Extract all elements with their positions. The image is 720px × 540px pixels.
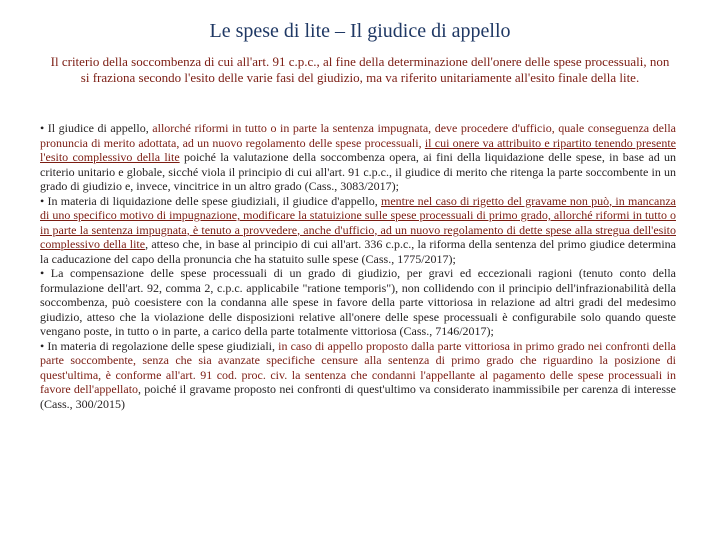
bullet-4-highlight: in caso di appello proposto dalla parte vittoriosa in primo grado nei confronti della parte soccombente, senza che sia avanzate specifiche censure alla sentenza di primo grado che riguardino la posizione di quest'ultima, è conforme all'art. 91 cod. proc. civ. la sentenza che condanni l'appellante al pagamento delle spese processuali in favore dell'appellato — [40, 338, 676, 396]
slide-title: Le spese di lite – Il giudice di appello — [209, 20, 511, 42]
bullet-4-text-c: , poiché il gravame proposto nei confronti di quest'ultimo va considerato inammissibile per carenza di interesse (Cass., 300/2015) — [40, 382, 676, 411]
slide-subtitle: Il criterio della soccombenza di cui all'art. 91 c.p.c., al fine della determinazione dell'onere delle spese processuali, non si fraziona secondo l'esito delle varie fasi del giudizio, ma va riferito unitariamente all'esito finale della lite. — [50, 54, 670, 85]
slide-body — [40, 121, 676, 411]
bullet-1 — [40, 121, 676, 194]
bullet-4 — [40, 339, 676, 412]
bullet-2 — [40, 194, 676, 267]
bullet-1-underlined: il cui onere va attribuito e ripartito tenendo presente l'esito complessivo della lite — [40, 135, 676, 164]
bullet-4-text-a: • In materia di regolazione delle spese giudiziali, — [40, 338, 279, 353]
bullet-2-text-a: • In materia di liquidazione delle spese giudiziali, il giudice d'appello, — [40, 193, 381, 208]
bullet-1-text-d: poiché la valutazione della soccombenza opera, ai fini della liquidazione delle spese, in base ad un criterio unitario e globale, sicché viola il principio di cui all'art. 91 c.p.c., il giudice di merito che ritenga la parte soccombente in un grado di giudizio e, invece, vincitrice in un altro grado (Cass., 3083/2017); — [40, 150, 676, 193]
bullet-1-text-a: • Il giudice di appello, — [40, 121, 153, 135]
bullet-3: • La compensazione delle spese processuali di un grado di giudizio, per gravi ed eccezionali ragioni (tenuto conto della formulazione dell'art. 92, comma 2, c.p.c. applicabile "ratione temporis"), non collidendo con il principio dell'infrazionabilità della soccombenza, può coesistere con la condanna alle spese in favore della parte vittoriosa in relazione ad altri gradi del medesimo giudizio, atteso che la violazione delle disposizioni relative all'onere delle spese processuali è configurabile solo quando queste vengano poste, in tutto o in parte, a carico della parte totalmente vittoriosa (Cass., 7146/2017); — [40, 266, 676, 338]
bullet-2-underlined: mentre nel caso di rigetto del gravame non può, in mancanza di uno specifico motivo di impugnazione, modificare la statuizione sulle spese processuali di primo grado, allorché riformi in tutto o in parte la sentenza impugnata, è tenuto a provvedere, anche d'ufficio, ad un nuovo regolamento di dette spese alla stregua dell'esito complessivo della lite — [40, 193, 676, 251]
bullet-2-text-c: , atteso che, in base al principio di cui all'art. 336 c.p.c., la riforma della sentenza del primo giudice determina la caducazione del capo della pronuncia che ha statuito sulle spese (Cass., 1775/2017); — [40, 237, 676, 266]
bullet-1-highlight: allorché riformi in tutto o in parte la sentenza impugnata, deve procedere d'ufficio, quale conseguenza della pronuncia di merito adottata, ad un nuovo regolamento delle spese processuali, — [40, 121, 676, 150]
